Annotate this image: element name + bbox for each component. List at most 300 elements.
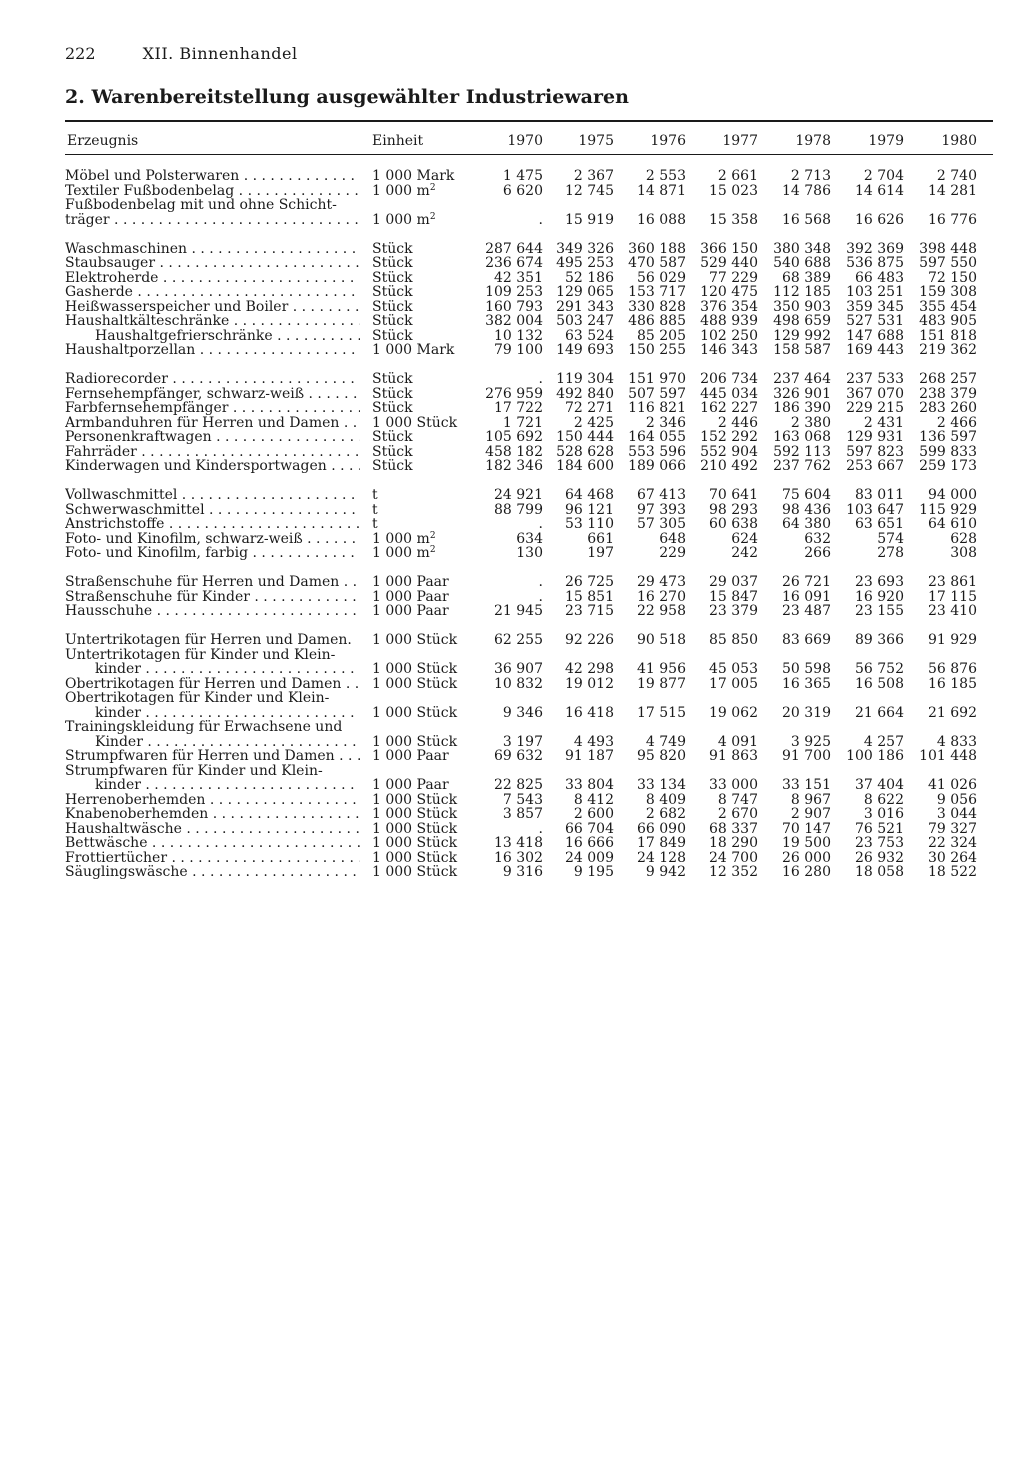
product-name: Straßenschuhe für Herren und Damen . . . xyxy=(65,575,360,590)
value-cell: 8 747 xyxy=(717,791,758,808)
product-name: Fernsehempfänger, schwarz-weiß . . . xyxy=(65,387,360,402)
value-cell: 2 740 xyxy=(936,168,977,184)
value-cell: 109 253 xyxy=(485,284,543,300)
table-body xyxy=(0,169,1024,880)
value-cell: 326 901 xyxy=(773,385,831,402)
product-name: Trainingskleidung für Erwachsene und xyxy=(65,720,343,735)
value-cell: 12 352 xyxy=(709,864,758,880)
value-cell: 9 316 xyxy=(502,864,543,880)
column-header-year: 1975 xyxy=(578,133,614,149)
value-cell: 16 185 xyxy=(928,675,977,692)
value-cell: 8 409 xyxy=(645,791,686,808)
value-cell: 16 626 xyxy=(855,211,904,228)
value-cell: 20 319 xyxy=(782,704,831,721)
value-cell: 37 404 xyxy=(855,777,904,793)
unit-cell xyxy=(372,256,413,271)
unit-text: Stück xyxy=(372,327,413,344)
value-cell: 83 011 xyxy=(855,487,904,503)
table-row xyxy=(0,590,1024,605)
value-cell: 30 264 xyxy=(928,849,977,866)
value-cell: 164 055 xyxy=(628,429,686,445)
value-cell: 18 058 xyxy=(855,864,904,880)
value-cell: 18 290 xyxy=(709,835,758,851)
unit-cell xyxy=(372,633,457,648)
unit-cell xyxy=(372,271,413,286)
value-cell: 169 443 xyxy=(846,342,904,358)
product-name: Haushaltwäsche . . . xyxy=(65,822,360,837)
unit-text: Stück xyxy=(372,255,413,271)
value-cell: 94 000 xyxy=(928,487,977,503)
value-cell: 366 150 xyxy=(700,240,758,257)
value-cell: 380 348 xyxy=(773,240,831,257)
value-cell: 16 776 xyxy=(928,211,977,228)
unit-text: 1 000 Stück xyxy=(372,820,458,837)
unit-cell xyxy=(372,836,457,851)
value-cell: 12 745 xyxy=(565,182,614,199)
value-cell: 83 669 xyxy=(782,632,831,648)
value-cell: 219 362 xyxy=(919,342,977,358)
table-row xyxy=(0,546,1024,561)
value-cell: 189 066 xyxy=(628,458,686,474)
unit-text: 1 000 Mark xyxy=(372,342,455,358)
value-cell: 66 090 xyxy=(637,820,686,837)
value-cell: 67 413 xyxy=(637,487,686,503)
value-cell: 458 182 xyxy=(485,443,543,460)
value-cell: 116 821 xyxy=(628,400,686,416)
table-row xyxy=(0,387,1024,402)
unit-text: Stück xyxy=(372,458,413,474)
table-row xyxy=(0,314,1024,329)
value-cell: 146 343 xyxy=(700,342,758,358)
product-name: Kinder . . . xyxy=(95,735,360,750)
product-name: Knabenoberhemden . . . xyxy=(65,807,360,822)
column-header-year: 1977 xyxy=(722,133,758,149)
table-row xyxy=(0,169,1024,184)
value-cell: 529 440 xyxy=(700,255,758,271)
value-cell: 483 905 xyxy=(919,313,977,329)
unit-cell xyxy=(372,749,449,764)
value-cell: 90 518 xyxy=(637,632,686,648)
value-cell: 597 550 xyxy=(919,255,977,271)
value-cell: 237 762 xyxy=(773,458,831,474)
value-cell: 2 600 xyxy=(573,806,614,822)
value-cell: 22 324 xyxy=(928,835,977,851)
value-cell: 112 185 xyxy=(773,284,831,300)
value-cell: 79 100 xyxy=(494,342,543,358)
value-cell: 268 257 xyxy=(919,371,977,387)
table-row xyxy=(0,807,1024,822)
unit-cell xyxy=(372,865,457,880)
value-cell: 9 346 xyxy=(502,704,543,721)
value-cell: 66 483 xyxy=(855,269,904,286)
unit-cell xyxy=(372,851,457,866)
product-name: Kinderwagen und Kindersportwagen . . . xyxy=(65,459,360,474)
value-cell: 6 620 xyxy=(502,182,543,199)
value-cell: 150 444 xyxy=(556,429,614,445)
unit-text: Stück xyxy=(372,269,413,286)
value-cell: . xyxy=(538,820,543,837)
product-name: Haushaltporzellan . . . xyxy=(65,343,360,358)
table-row xyxy=(0,865,1024,880)
value-cell: 398 448 xyxy=(919,240,977,257)
value-cell: 592 113 xyxy=(773,443,831,460)
unit-text: Stück xyxy=(372,284,413,300)
value-cell: 62 255 xyxy=(494,632,543,648)
product-name: Frottiertücher . . . xyxy=(65,851,360,866)
value-cell: 130 xyxy=(516,545,543,561)
table-row xyxy=(0,764,1024,779)
value-cell: 624 xyxy=(731,530,758,547)
value-cell: 3 925 xyxy=(790,733,831,750)
unit-cell xyxy=(372,575,449,590)
value-cell: 42 351 xyxy=(494,269,543,286)
column-header-year: 1978 xyxy=(795,133,831,149)
value-cell: 17 005 xyxy=(709,675,758,692)
product-name: Schwerwaschmittel . . . xyxy=(65,503,360,518)
value-cell: 17 115 xyxy=(928,588,977,605)
unit-superscript: 2 xyxy=(429,530,436,541)
product-name: Fußbodenbelag mit und ohne Schicht- xyxy=(65,198,337,213)
product-name: träger . . . xyxy=(65,213,360,228)
unit-cell xyxy=(372,416,457,431)
value-cell: 8 412 xyxy=(573,791,614,808)
unit-cell xyxy=(372,735,457,750)
value-cell: 56 029 xyxy=(637,269,686,286)
table-row xyxy=(0,372,1024,387)
table-row xyxy=(0,749,1024,764)
value-cell: 470 587 xyxy=(628,255,686,271)
table-row xyxy=(0,300,1024,315)
value-cell: 23 487 xyxy=(782,603,831,619)
value-cell: 15 847 xyxy=(709,588,758,605)
value-cell: 33 000 xyxy=(709,777,758,793)
value-cell: 24 700 xyxy=(709,849,758,866)
value-cell: . xyxy=(538,516,543,532)
value-cell: 492 840 xyxy=(556,385,614,402)
table-row xyxy=(0,256,1024,271)
product-name: Personenkraftwagen . . . xyxy=(65,430,360,445)
value-cell: 33 134 xyxy=(637,777,686,793)
value-cell: 120 475 xyxy=(700,284,758,300)
unit-text: 1 000 Stück xyxy=(372,791,458,808)
product-name: Untertrikotagen für Herren und Damen. xyxy=(65,633,352,648)
value-cell: 2 553 xyxy=(645,168,686,184)
value-cell: 26 000 xyxy=(782,849,831,866)
unit-cell xyxy=(372,169,454,184)
value-cell: 16 418 xyxy=(565,704,614,721)
product-name: Möbel und Polsterwaren . . . xyxy=(65,169,360,184)
value-cell: 50 598 xyxy=(782,661,831,677)
unit-superscript: 2 xyxy=(429,182,436,193)
product-name: Anstrichstoffe . . . xyxy=(65,517,360,532)
unit-text: t xyxy=(372,501,378,518)
product-name: Haushaltgefrierschränke . . . xyxy=(95,329,360,344)
table-row xyxy=(0,503,1024,518)
value-cell: 540 688 xyxy=(773,255,831,271)
value-cell: 16 302 xyxy=(494,849,543,866)
value-cell: 628 xyxy=(950,530,977,547)
value-cell: 29 473 xyxy=(637,574,686,590)
value-cell: 17 849 xyxy=(637,835,686,851)
value-cell: 26 725 xyxy=(565,574,614,590)
unit-text: 1 000 m xyxy=(372,530,430,547)
value-cell: 23 379 xyxy=(709,603,758,619)
table-row xyxy=(0,822,1024,837)
value-cell: 98 293 xyxy=(709,501,758,518)
product-name: Haushaltkälteschränke . . . xyxy=(65,314,360,329)
value-cell: 8 622 xyxy=(863,791,904,808)
table-row xyxy=(0,691,1024,706)
value-cell: 101 448 xyxy=(919,748,977,764)
value-cell: 9 056 xyxy=(936,791,977,808)
table-row xyxy=(0,517,1024,532)
value-cell: 136 597 xyxy=(919,429,977,445)
value-cell: 23 753 xyxy=(855,835,904,851)
value-cell: 10 132 xyxy=(494,327,543,344)
value-cell: 16 666 xyxy=(565,835,614,851)
value-cell: 634 xyxy=(516,530,543,547)
value-cell: 89 366 xyxy=(855,632,904,648)
product-name: Foto- und Kinofilm, farbig . . . xyxy=(65,546,360,561)
unit-text: 1 000 m xyxy=(372,545,430,561)
value-cell: 527 531 xyxy=(846,313,904,329)
product-name: Straßenschuhe für Kinder . . . xyxy=(65,590,360,605)
unit-cell xyxy=(372,387,413,402)
product-name: Fahrräder . . . xyxy=(65,445,360,460)
value-cell: 64 380 xyxy=(782,516,831,532)
product-name: Gasherde . . . xyxy=(65,285,360,300)
value-cell: 96 121 xyxy=(565,501,614,518)
value-cell: 24 921 xyxy=(494,487,543,503)
table-row xyxy=(0,575,1024,590)
product-name: Foto- und Kinofilm, schwarz-weiß . . . xyxy=(65,532,360,547)
value-cell: 4 257 xyxy=(863,733,904,750)
table-row xyxy=(0,445,1024,460)
product-name: kinder . . . xyxy=(95,778,360,793)
unit-text: Stück xyxy=(372,443,413,460)
value-cell: 63 651 xyxy=(855,516,904,532)
unit-cell xyxy=(372,590,449,605)
value-cell: 13 418 xyxy=(494,835,543,851)
table-row xyxy=(0,633,1024,648)
unit-cell xyxy=(372,546,436,561)
product-name: Radiorecorder . . . xyxy=(65,372,360,387)
value-cell: 17 515 xyxy=(637,704,686,721)
value-cell: 29 037 xyxy=(709,574,758,590)
value-cell: 488 939 xyxy=(700,313,758,329)
product-name: Säuglingswäsche . . . xyxy=(65,865,360,880)
value-cell: 56 876 xyxy=(928,661,977,677)
value-cell: 528 628 xyxy=(556,443,614,460)
unit-text: Stück xyxy=(372,371,413,387)
value-cell: 8 967 xyxy=(790,791,831,808)
value-cell: 72 271 xyxy=(565,400,614,416)
value-cell: 206 734 xyxy=(700,371,758,387)
value-cell: 18 522 xyxy=(928,864,977,880)
value-cell: 63 524 xyxy=(565,327,614,344)
product-name: Strumpfwaren für Kinder und Klein- xyxy=(65,763,323,778)
value-cell: 129 992 xyxy=(773,327,831,344)
value-cell: 2 380 xyxy=(790,414,831,431)
unit-cell xyxy=(372,343,454,358)
value-cell: 150 255 xyxy=(628,342,686,358)
unit-cell xyxy=(372,793,457,808)
value-cell: 91 863 xyxy=(709,748,758,764)
value-cell: 4 833 xyxy=(936,733,977,750)
table-row xyxy=(0,778,1024,793)
value-cell: 210 492 xyxy=(700,458,758,474)
value-cell: 287 644 xyxy=(485,240,543,257)
value-cell: 76 521 xyxy=(855,820,904,837)
value-cell: 23 861 xyxy=(928,574,977,590)
product-name: Staubsauger . . . xyxy=(65,256,360,271)
table-header-rule xyxy=(65,154,993,155)
value-cell: 85 205 xyxy=(637,327,686,344)
page-number: 222 xyxy=(65,44,96,63)
table-row xyxy=(0,343,1024,358)
value-cell: 2 446 xyxy=(717,414,758,431)
value-cell: 186 390 xyxy=(773,400,831,416)
unit-text: Stück xyxy=(372,429,413,445)
value-cell: 2 907 xyxy=(790,806,831,822)
product-name: Herrenoberhemden . . . xyxy=(65,793,360,808)
unit-cell xyxy=(372,503,378,518)
value-cell: 23 155 xyxy=(855,603,904,619)
value-cell: 14 614 xyxy=(855,182,904,199)
value-cell: 160 793 xyxy=(485,298,543,315)
value-cell: 661 xyxy=(587,530,614,547)
chapter-title: XII. Binnenhandel xyxy=(142,44,298,63)
column-header-year: 1979 xyxy=(868,133,904,149)
value-cell: 85 850 xyxy=(709,632,758,648)
value-cell: 68 337 xyxy=(709,820,758,837)
unit-cell xyxy=(372,459,413,474)
value-cell: 15 919 xyxy=(565,211,614,228)
column-header-unit: Einheit xyxy=(372,133,424,149)
value-cell: 2 713 xyxy=(790,168,831,184)
value-cell: 33 804 xyxy=(565,777,614,793)
value-cell: 238 379 xyxy=(919,385,977,402)
value-cell: 91 187 xyxy=(565,748,614,764)
product-name: Elektroherde . . . xyxy=(65,271,360,286)
unit-text: Stück xyxy=(372,313,413,329)
value-cell: 115 929 xyxy=(919,501,977,518)
table-row xyxy=(0,198,1024,213)
unit-text: t xyxy=(372,487,378,503)
value-cell: 41 026 xyxy=(928,777,977,793)
value-cell: 2 670 xyxy=(717,806,758,822)
table-top-rule xyxy=(65,120,993,122)
value-cell: 66 704 xyxy=(565,820,614,837)
unit-text: Stück xyxy=(372,385,413,402)
table-row xyxy=(0,430,1024,445)
unit-cell xyxy=(372,706,457,721)
value-cell: 359 345 xyxy=(846,298,904,315)
value-cell: 229 xyxy=(659,545,686,561)
unit-text: 1 000 Stück xyxy=(372,835,458,851)
value-cell: 382 004 xyxy=(485,313,543,329)
value-cell: 14 871 xyxy=(637,182,686,199)
table-row xyxy=(0,271,1024,286)
unit-superscript: 2 xyxy=(429,545,436,555)
table-row xyxy=(0,459,1024,474)
unit-text: 1 000 Stück xyxy=(372,806,458,822)
value-cell: 16 365 xyxy=(782,675,831,692)
value-cell: 95 820 xyxy=(637,748,686,764)
value-cell: 16 270 xyxy=(637,588,686,605)
value-cell: 17 722 xyxy=(494,400,543,416)
value-cell: 16 920 xyxy=(855,588,904,605)
value-cell: 536 875 xyxy=(846,255,904,271)
value-cell: 259 173 xyxy=(919,458,977,474)
value-cell: 283 260 xyxy=(919,400,977,416)
value-cell: 151 818 xyxy=(919,327,977,344)
unit-cell xyxy=(372,677,457,692)
unit-cell xyxy=(372,662,457,677)
column-header-product: Erzeugnis xyxy=(67,133,139,149)
value-cell: 75 604 xyxy=(782,487,831,503)
value-cell: 2 367 xyxy=(573,168,614,184)
value-cell: 392 369 xyxy=(846,240,904,257)
value-cell: . xyxy=(538,371,543,387)
value-cell: 242 xyxy=(731,545,758,561)
value-cell: 7 543 xyxy=(502,791,543,808)
value-cell: 2 346 xyxy=(645,414,686,431)
value-cell: 26 721 xyxy=(782,574,831,590)
unit-text: 1 000 Paar xyxy=(372,574,449,590)
table-row xyxy=(0,677,1024,692)
value-cell: 3 857 xyxy=(502,806,543,822)
value-cell: 2 661 xyxy=(717,168,758,184)
value-cell: 229 215 xyxy=(846,400,904,416)
unit-cell xyxy=(372,242,413,257)
unit-text: 1 000 Mark xyxy=(372,168,455,184)
value-cell: 2 466 xyxy=(936,414,977,431)
value-cell: 2 682 xyxy=(645,806,686,822)
unit-cell xyxy=(372,184,436,199)
value-cell: 21 664 xyxy=(855,704,904,721)
value-cell: 291 343 xyxy=(556,298,614,315)
value-cell: 77 229 xyxy=(709,269,758,286)
product-name: Waschmaschinen . . . xyxy=(65,242,360,257)
value-cell: 2 425 xyxy=(573,414,614,431)
value-cell: 22 958 xyxy=(637,603,686,619)
value-cell: 4 749 xyxy=(645,733,686,750)
value-cell: 367 070 xyxy=(846,385,904,402)
unit-cell xyxy=(372,314,413,329)
unit-text: 1 000 Paar xyxy=(372,588,449,605)
value-cell: 163 068 xyxy=(773,429,831,445)
table-row xyxy=(0,488,1024,503)
value-cell: 278 xyxy=(877,545,904,561)
unit-text: 1 000 Paar xyxy=(372,748,449,764)
value-cell: 308 xyxy=(950,545,977,561)
value-cell: . xyxy=(538,574,543,590)
value-cell: 4 091 xyxy=(717,733,758,750)
value-cell: 376 354 xyxy=(700,298,758,315)
value-cell: 182 346 xyxy=(485,458,543,474)
table-row xyxy=(0,416,1024,431)
value-cell: 19 500 xyxy=(782,835,831,851)
unit-cell xyxy=(372,285,413,300)
table-row xyxy=(0,401,1024,416)
product-name: Strumpfwaren für Herren und Damen . . . xyxy=(65,749,360,764)
unit-text: 1 000 Stück xyxy=(372,849,458,866)
value-cell: 159 308 xyxy=(919,284,977,300)
value-cell: 197 xyxy=(587,545,614,561)
table-row xyxy=(0,242,1024,257)
unit-text: 1 000 Stück xyxy=(372,632,458,648)
